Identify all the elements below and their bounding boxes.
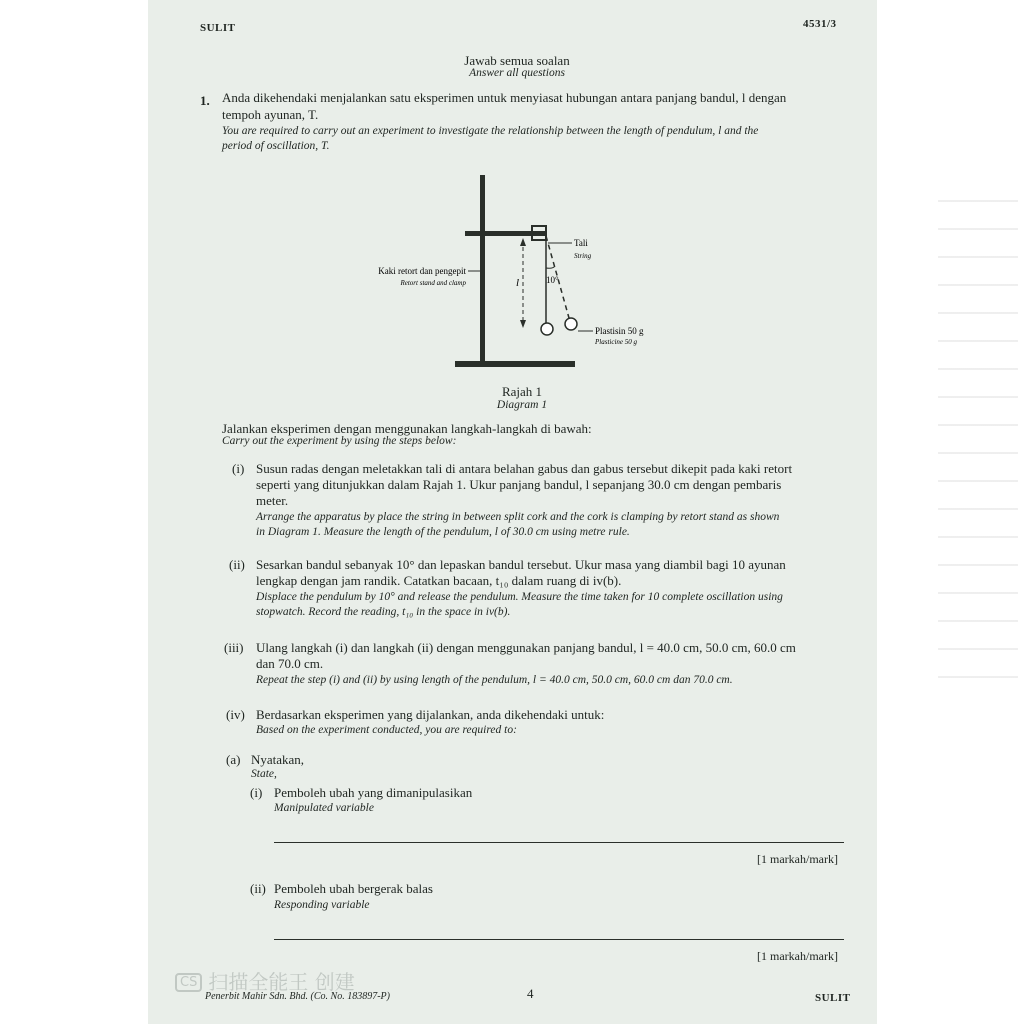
answer-line-manipulated[interactable] [274, 842, 844, 843]
step-iii-ms-1: Ulang langkah (i) dan langkah (ii) dengan menggunakan panjang bandul, l = 40.0 cm, 50.0 cm, 60.0 cm [256, 640, 796, 655]
instruction-ms: Jawab semua soalan [464, 53, 570, 68]
header-right: 4531/3 [803, 18, 837, 30]
label-plastisin: Plastisin 50 g [595, 326, 644, 336]
step-i-ms-1: Susun radas dengan meletakkan tali di antara belahan gabus dan gabus tersebut dikepit pada kaki retort [256, 461, 793, 476]
step-iv-en: Based on the experiment conducted, you are required to: [256, 724, 517, 736]
question-intro-en-2: period of oscillation, T. [222, 140, 330, 152]
instruction-en: Answer all questions [469, 67, 565, 79]
show-through-text [938, 200, 1018, 680]
steps-intro-en: Carry out the experiment by using the steps below: [222, 435, 457, 447]
part-a-i-ms: Pemboleh ubah yang dimanipulasikan [274, 785, 473, 800]
step-iii-number: (iii) [224, 640, 244, 655]
length-label: l [516, 277, 520, 289]
question-intro-ms-1: Anda dikehendaki menjalankan satu eksperimen untuk menyiasat hubungan antara panjang bandul, l dengan [222, 90, 787, 105]
diagram-caption-en: Diagram 1 [496, 399, 548, 411]
step-iii-en-1: Repeat the step (i) and (ii) by using length of the pendulum, l = 40.0 cm, 50.0 cm, 60.0 cm dan 70.0 cm. [256, 674, 733, 686]
step-i-number: (i) [232, 461, 245, 476]
question-number: 1. [200, 93, 210, 108]
retort-rod [480, 175, 485, 363]
angle-arc [546, 266, 555, 268]
label-stand-ms: Kaki retort dan pengepit [378, 266, 466, 276]
watermark-badge: CS [175, 973, 202, 992]
answer-line-responding[interactable] [274, 939, 844, 940]
angle-label: 10° [546, 275, 559, 285]
part-a-i-en: Manipulated variable [274, 802, 374, 814]
step-i-ms-3: meter. [256, 493, 289, 508]
retort-base [455, 361, 575, 367]
step-ii-ms-1: Sesarkan bandul sebanyak 10° dan lepaskan bandul tersebut. Ukur masa yang diambil bagi 10 ayunan [256, 557, 786, 572]
step-ii-en-1: Displace the pendulum by 10° and release the pendulum. Measure the time taken for 10 complete oscillation using [256, 591, 783, 603]
part-a-ii-en: Responding variable [274, 899, 370, 911]
part-a-ii-number: (ii) [250, 881, 266, 896]
step-i-en-2: in Diagram 1. Measure the length of the pendulum, l of 30.0 cm using metre rule. [256, 526, 630, 538]
step-ii-number: (ii) [229, 557, 245, 572]
step-i-ms-2: seperti yang ditunjukkan dalam Rajah 1. Ukur panjang bandul, l sepanjang 30.0 cm dengan pembaris [256, 477, 782, 492]
header-left: SULIT [200, 22, 236, 34]
part-a-number: (a) [226, 752, 241, 767]
footer-page-number: 4 [527, 986, 534, 1001]
watermark-text: 扫描全能王 创建 [208, 970, 355, 994]
step-iv-ms: Berdasarkan eksperimen yang dijalankan, anda dikehendaki untuk: [256, 707, 605, 722]
footer-sulit: SULIT [815, 992, 851, 1004]
pendulum-bob [541, 323, 553, 335]
step-i-en-1: Arrange the apparatus by place the string in between split cork and the cork is clamping by retort stand as shown [256, 511, 780, 523]
mark-allocation-ii: [1 markah/mark] [757, 949, 838, 963]
label-plasticine: Plasticine 50 g [595, 338, 637, 346]
part-a-ms: Nyatakan, [251, 752, 305, 767]
pendulum-diagram [350, 168, 680, 378]
mark-allocation-i: [1 markah/mark] [757, 852, 838, 866]
label-string: String [574, 252, 592, 260]
question-intro-en-1: You are required to carry out an experiment to investigate the relationship between the length of pendulum, l and the [222, 125, 759, 137]
diagram-caption-ms: Rajah 1 [501, 384, 543, 399]
label-stand-en: Retort stand and clamp [400, 279, 466, 287]
part-a-en: State, [251, 768, 277, 780]
displaced-bob [565, 318, 577, 330]
steps-intro-ms: Jalankan eksperimen dengan menggunakan langkah-langkah di bawah: [222, 421, 592, 436]
step-ii-ms-2: lengkap dengan jam randik. Catatkan bacaan, t₁₀ dalam ruang di iv(b). [256, 573, 622, 588]
step-iv-number: (iv) [226, 707, 245, 722]
step-iii-ms-2: dan 70.0 cm. [256, 656, 324, 671]
question-intro-ms-2: tempoh ayunan, T. [222, 107, 319, 122]
part-a-i-number: (i) [250, 785, 263, 800]
step-ii-en-2: stopwatch. Record the reading, t₁₀ in the space in iv(b). [256, 606, 511, 618]
footer-publisher: Penerbit Mahir Sdn. Bhd. (Co. No. 183897-P) [205, 991, 390, 1002]
part-a-ii-ms: Pemboleh ubah bergerak balas [274, 881, 433, 896]
label-tali: Tali [574, 238, 588, 248]
